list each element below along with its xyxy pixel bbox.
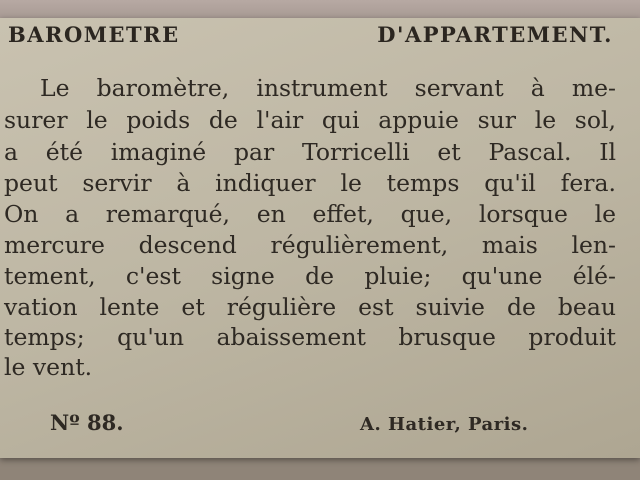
body-line: le vent. — [4, 353, 93, 381]
body-line: tement, c'est signe de pluie; qu'une élé- — [4, 262, 616, 290]
body-line: mercure descend régulièrement, mais len- — [4, 231, 616, 259]
body-line: temps; qu'un abaissement brusque produit — [4, 323, 616, 351]
body-line: vation lente et régulière est suivie de beau — [4, 293, 616, 321]
body-line: peut servir à indiquer le temps qu'il fera. — [4, 169, 616, 197]
card-title: BAROMETRE D'APPARTEMENT. — [8, 22, 613, 47]
body-line: Le baromètre, instrument servant à me- — [40, 74, 616, 102]
body-line: a été imaginé par Torricelli et Pascal. Il — [4, 138, 616, 166]
card-number: Nº 88. — [50, 410, 124, 435]
body-line: surer le poids de l'air qui appuie sur le sol, — [4, 106, 616, 134]
publisher: A. Hatier, Paris. — [360, 414, 529, 435]
body-line: On a remarqué, en effet, que, lorsque le — [4, 200, 616, 228]
